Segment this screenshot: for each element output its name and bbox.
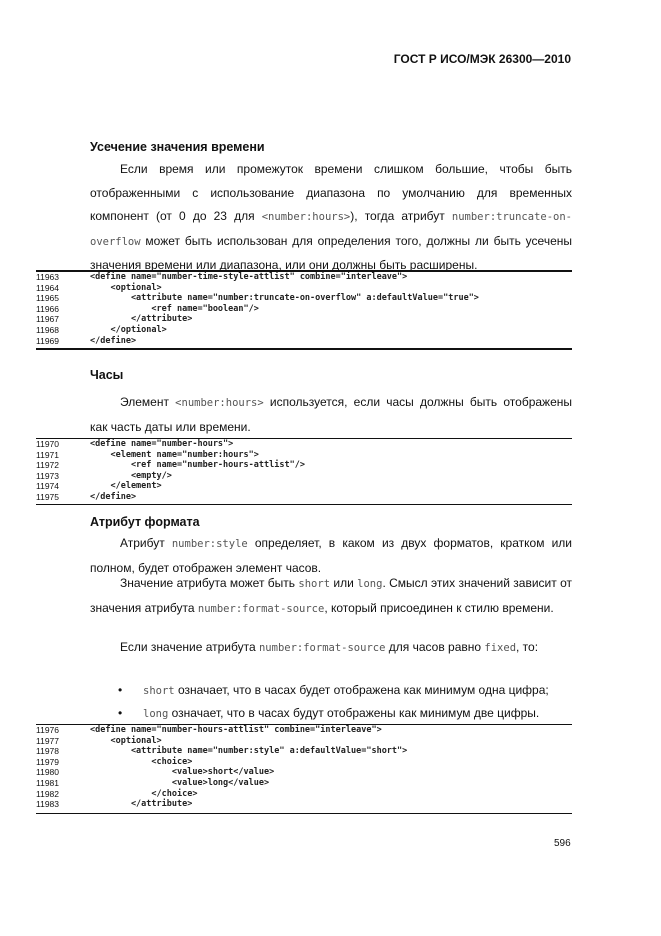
text: используется, если часы должны быть отображены как часть даты или времени. bbox=[90, 395, 572, 434]
code-line bbox=[36, 799, 572, 810]
text: означает, что в часах будут отображены как минимум две цифры. bbox=[168, 706, 540, 720]
line-number: 11970 bbox=[36, 439, 60, 449]
text: определяет, в каком из двух форматов, кратком или полном, будет отображен элемент часов. bbox=[90, 536, 572, 575]
code-text: <element name="number:hours"> bbox=[90, 449, 259, 460]
code-text: <define name="number-time-style-attlist" combine="interleave"> bbox=[90, 272, 408, 282]
text: ), тогда атрибут bbox=[350, 209, 452, 223]
code-text: <value>short</value> bbox=[90, 767, 275, 778]
code-inline: number:format-source bbox=[258, 642, 386, 654]
code-line bbox=[36, 283, 572, 294]
text: Если время или промежуток времени слишком большие, чтобы быть отображенными с использование диапазона по умолчанию для временных компонент (от 0 до 23 для bbox=[90, 162, 572, 223]
code-block-1 bbox=[36, 270, 572, 350]
line-number: 11980 bbox=[36, 767, 60, 778]
code-line bbox=[36, 757, 572, 768]
line-number: 11965 bbox=[36, 293, 60, 304]
text: , который присоединен к стилю времени. bbox=[324, 600, 554, 615]
subsection-heading-format-attribute: Атрибут формата bbox=[90, 515, 200, 529]
code-text: <choice> bbox=[90, 756, 193, 767]
line-number: 11975 bbox=[36, 491, 60, 502]
code-inline: <number:hours> bbox=[261, 211, 351, 223]
code-bottom-rule bbox=[36, 348, 572, 350]
code-text: <optional> bbox=[90, 282, 162, 293]
bullet-icon: • bbox=[118, 706, 123, 720]
code-text: </attribute> bbox=[90, 314, 193, 325]
code-inline: number:format-source bbox=[197, 602, 325, 615]
code-inline: short bbox=[298, 578, 331, 590]
code-line bbox=[36, 325, 572, 336]
code-line bbox=[36, 778, 572, 789]
code-bottom-rule bbox=[36, 504, 572, 505]
code-line bbox=[36, 725, 572, 736]
code-line bbox=[36, 439, 572, 450]
code-inline: number:truncate-on-overflow bbox=[90, 211, 572, 248]
code-line bbox=[36, 336, 572, 347]
code-line bbox=[36, 736, 572, 747]
code-text: <define name="number-hours"> bbox=[90, 439, 234, 449]
paragraph-style-values bbox=[90, 572, 572, 621]
line-number: 11979 bbox=[36, 756, 60, 767]
line-number: 11972 bbox=[36, 460, 60, 471]
text: , то: bbox=[516, 640, 539, 654]
code-block-3 bbox=[36, 724, 572, 814]
code-inline: fixed bbox=[484, 642, 517, 654]
code-text: </optional> bbox=[90, 324, 167, 335]
code-line bbox=[36, 481, 572, 492]
code-text: <ref name="boolean"/> bbox=[90, 303, 259, 314]
code-inline: long bbox=[357, 578, 383, 590]
code-text: <value>long</value> bbox=[90, 777, 270, 788]
line-number: 11983 bbox=[36, 799, 60, 810]
text: Если значение атрибута bbox=[120, 640, 259, 654]
code-inline: number:style bbox=[171, 538, 248, 550]
code-line bbox=[36, 304, 572, 315]
code-text: <attribute name="number:truncate-on-overflow" a:defaultValue="true"> bbox=[90, 293, 479, 304]
code-block-2 bbox=[36, 438, 572, 505]
code-line bbox=[36, 460, 572, 471]
line-number: 11971 bbox=[36, 449, 60, 460]
code-line bbox=[36, 767, 572, 778]
bullet-icon: • bbox=[118, 683, 123, 697]
text: Атрибут bbox=[120, 536, 172, 550]
document-header: ГОСТ Р ИСО/МЭК 26300—2010 bbox=[393, 52, 571, 66]
text: или bbox=[330, 576, 358, 590]
line-number: 11968 bbox=[36, 324, 60, 335]
code-bottom-rule bbox=[36, 813, 572, 814]
line-number: 11964 bbox=[36, 282, 60, 293]
paragraph-hours bbox=[90, 391, 572, 439]
text: может быть использован для определения того, должны ли быть усечены значения времени или диапазона, или они должны быть расширены. bbox=[90, 233, 572, 272]
line-number: 11978 bbox=[36, 746, 60, 757]
list-item-short bbox=[143, 683, 549, 697]
paragraph-fixed-source bbox=[90, 636, 572, 661]
line-number: 11976 bbox=[36, 725, 60, 735]
line-number: 11969 bbox=[36, 335, 60, 346]
code-text: <optional> bbox=[90, 735, 162, 746]
page-number: 596 bbox=[554, 838, 571, 849]
line-number: 11963 bbox=[36, 272, 60, 282]
code-inline: <number:hours> bbox=[175, 397, 264, 409]
code-line bbox=[36, 492, 572, 503]
line-number: 11973 bbox=[36, 470, 60, 481]
code-text: <define name="number-hours-attlist" combine="interleave"> bbox=[90, 725, 382, 735]
code-line bbox=[36, 272, 572, 283]
list-item-long bbox=[143, 706, 539, 720]
text: для часов равно bbox=[385, 640, 485, 654]
line-number: 11966 bbox=[36, 303, 60, 314]
text: Значение атрибута может быть bbox=[120, 576, 299, 590]
code-line bbox=[36, 789, 572, 800]
code-line bbox=[36, 471, 572, 482]
code-text: </element> bbox=[90, 481, 162, 492]
code-text: <attribute name="number:style" a:defaultValue="short"> bbox=[90, 746, 408, 757]
code-text: <empty/> bbox=[90, 470, 172, 481]
code-inline: long bbox=[143, 708, 169, 720]
section-heading-time-truncation: Усечение значения времени bbox=[90, 140, 265, 154]
section-heading-hours: Часы bbox=[90, 368, 124, 382]
line-number: 11974 bbox=[36, 481, 60, 492]
code-text: </attribute> bbox=[90, 799, 193, 810]
paragraph-truncation bbox=[90, 158, 572, 278]
code-inline: short bbox=[143, 685, 175, 697]
code-text: </define> bbox=[90, 491, 137, 502]
code-line bbox=[36, 293, 572, 304]
code-text: </choice> bbox=[90, 788, 198, 799]
code-text: </define> bbox=[90, 335, 137, 346]
text: . Смысл этих значений зависит от значения атрибута bbox=[90, 576, 573, 615]
line-number: 11967 bbox=[36, 314, 60, 325]
code-line bbox=[36, 450, 572, 461]
text: означает, что в часах будет отображена как минимум одна цифра; bbox=[174, 683, 549, 697]
code-text: <ref name="number-hours-attlist"/> bbox=[90, 460, 305, 471]
code-line bbox=[36, 314, 572, 325]
text: Элемент bbox=[120, 395, 176, 409]
line-number: 11981 bbox=[36, 777, 60, 788]
line-number: 11982 bbox=[36, 788, 60, 799]
line-number: 11977 bbox=[36, 735, 60, 746]
code-line bbox=[36, 746, 572, 757]
